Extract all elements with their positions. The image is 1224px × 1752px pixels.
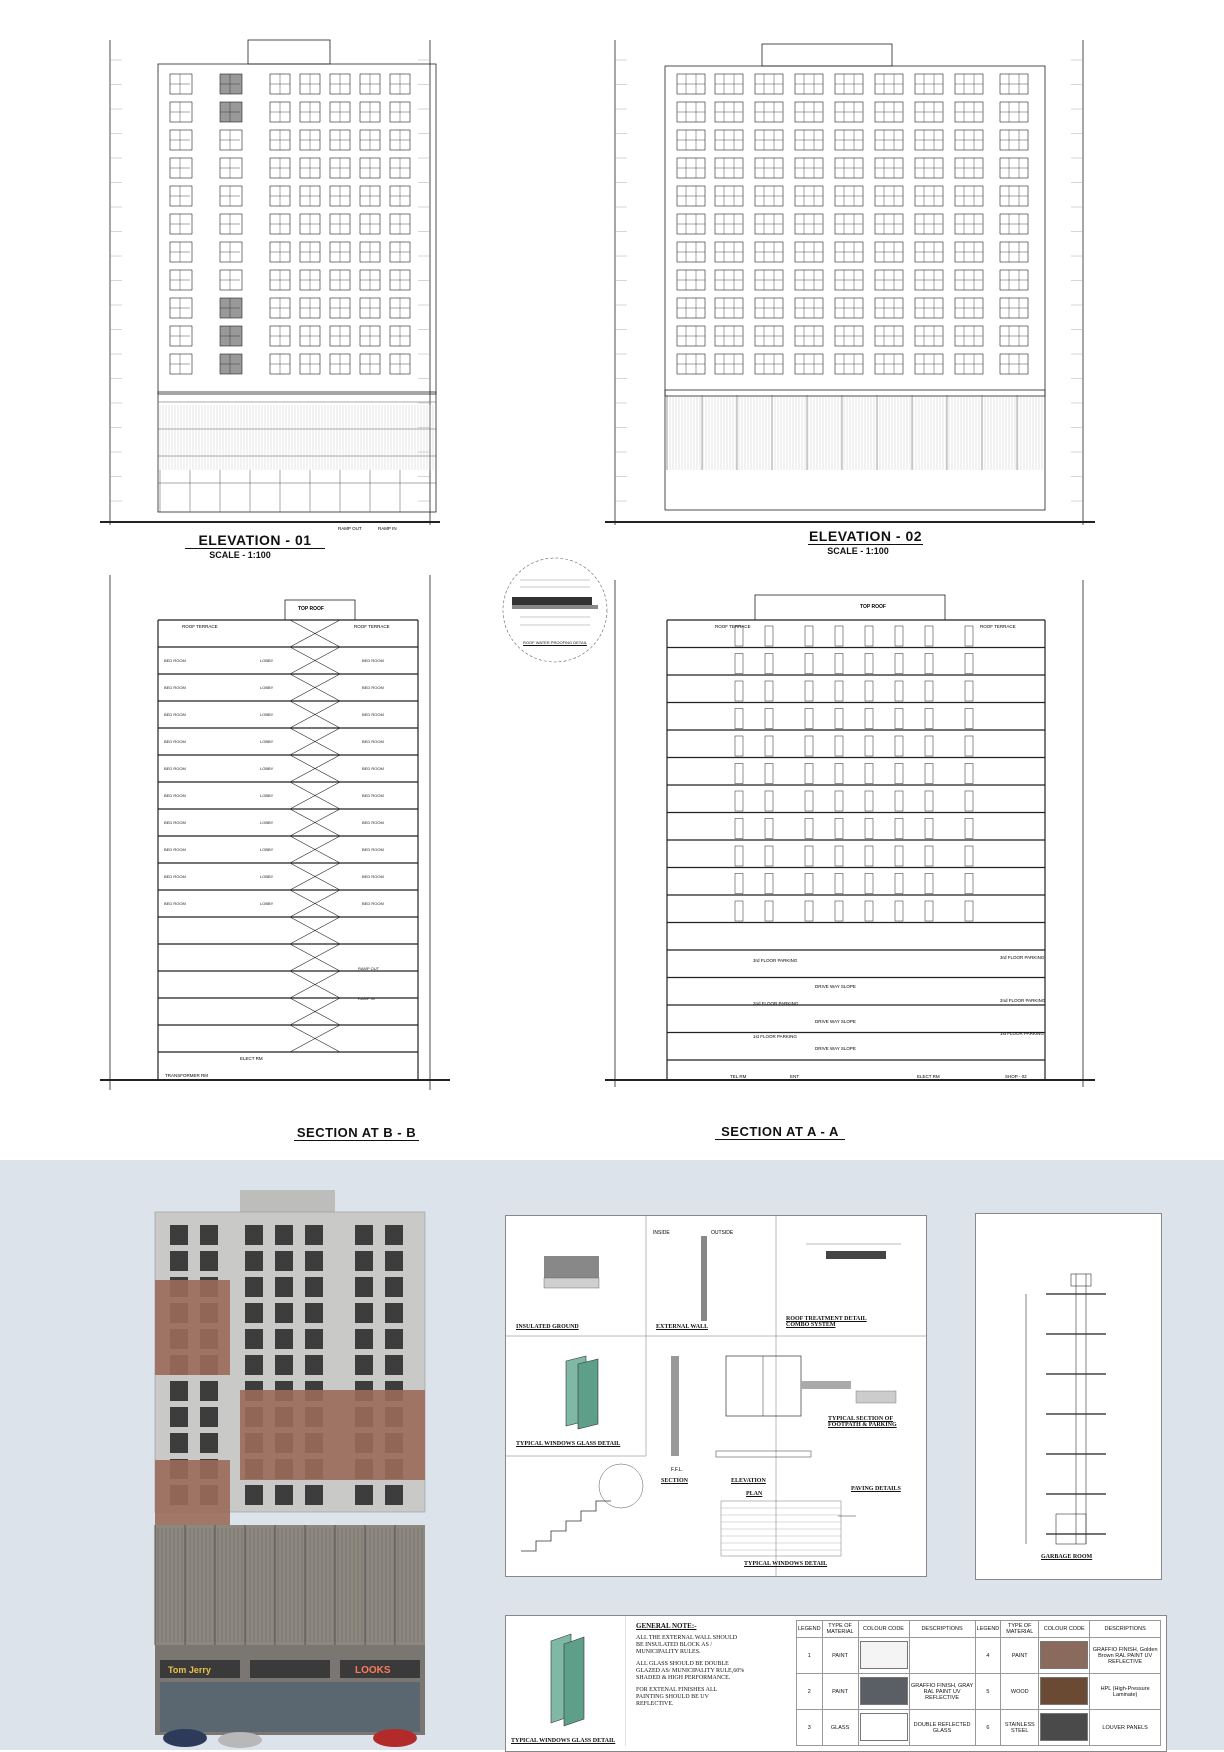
notes-legend-card	[505, 1615, 1167, 1752]
room-label: BED ROOM	[362, 712, 384, 717]
facade-rendering	[150, 1190, 430, 1750]
ramp-label: RAMP OUT	[338, 526, 362, 530]
legend-description: HPL (High-Pressure Laminate)	[1090, 1674, 1161, 1710]
legend-header: DESCRIPTIONS	[1090, 1621, 1161, 1638]
section-aa-roof-terrace-r: ROOF TERRACE	[980, 624, 1016, 629]
room-label: LOBBY	[260, 658, 274, 663]
room-label: BED ROOM	[362, 793, 384, 798]
legend-colour	[858, 1710, 909, 1746]
colour-swatch	[860, 1677, 908, 1705]
outside-label: OUTSIDE	[711, 1230, 734, 1236]
caption-plan: PLAN	[746, 1491, 763, 1497]
general-note	[636, 1622, 746, 1708]
section-aa-title: SECTION AT A - A	[715, 1124, 845, 1140]
section-aa-ground-label: ENT	[790, 1074, 799, 1079]
section-aa-floor-label: 1st FLOOR PARKING	[753, 1034, 797, 1039]
section-aa-drawing	[605, 575, 1095, 1105]
legend-colour	[858, 1674, 909, 1710]
legend-number: 2	[797, 1674, 823, 1710]
legend-row	[797, 1710, 1161, 1746]
legend-material: PAINT	[1001, 1638, 1039, 1674]
legend-description: LOUVER PANELS	[1090, 1710, 1161, 1746]
colour-swatch	[860, 1641, 908, 1669]
section-aa-top-roof: TOP ROOF	[860, 604, 886, 610]
section-bb-ground-label: TRANSFORMER RM	[165, 1073, 208, 1078]
section-aa-driveway: DRIVE WAY SLOPE	[815, 1019, 856, 1024]
room-label: BED ROOM	[362, 766, 384, 771]
elevation-01-drawing	[100, 30, 440, 530]
legend-number: 1	[797, 1638, 823, 1674]
legend-material: PAINT	[822, 1638, 858, 1674]
caption-windows-glass-2: TYPICAL WINDOWS GLASS DETAIL	[511, 1738, 616, 1744]
legend-material: PAINT	[822, 1674, 858, 1710]
construction-details-card	[505, 1215, 927, 1577]
room-label: BED ROOM	[164, 901, 186, 906]
caption-garbage-room: GARBAGE ROOM	[1041, 1554, 1093, 1560]
section-aa-roof-terrace: ROOF TERRACE	[715, 624, 751, 629]
legend-material: GLASS	[822, 1710, 858, 1746]
inside-label: INSIDE	[653, 1230, 670, 1236]
caption-elevation: ELEVATION	[731, 1478, 766, 1484]
legend-header: DESCRIPTIONS	[909, 1621, 975, 1638]
section-bb-top-roof: TOP ROOF	[298, 606, 324, 612]
ramp-label: RAMP IN	[378, 526, 397, 530]
windows-glass-detail-2	[506, 1616, 626, 1746]
section-aa-floor-label: 3rd FLOOR PARKING	[753, 958, 798, 963]
general-note-item: FOR EXTENAL FINISHES ALL PAINTING SHOULD BE UV REFLECTIVE.	[636, 1687, 718, 1707]
room-label: BED ROOM	[164, 874, 186, 879]
legend-row	[797, 1674, 1161, 1710]
room-label: BED ROOM	[362, 658, 384, 663]
rendering-panel	[0, 1160, 1224, 1750]
shop-sign-3: LOOKS	[355, 1665, 391, 1676]
legend-colour	[1039, 1710, 1090, 1746]
room-label: BED ROOM	[362, 739, 384, 744]
legend-row	[797, 1638, 1161, 1674]
legend-material: WOOD	[1001, 1674, 1039, 1710]
room-label: BED ROOM	[362, 685, 384, 690]
elevation-02-drawing	[605, 30, 1095, 530]
room-label: LOBBY	[260, 820, 274, 825]
legend-header: COLOUR CODE	[1039, 1621, 1090, 1638]
roof-waterproofing-detail	[500, 555, 610, 665]
section-aa-floor-label: 1st FLOOR PARKING	[1000, 1031, 1044, 1036]
section-bb-ground-label: ELECT RM	[240, 1056, 263, 1061]
caption-windows-detail: TYPICAL WINDOWS DETAIL	[744, 1561, 828, 1567]
section-aa-floor-label: 2nd FLOOR PARKING	[753, 1001, 799, 1006]
section-aa-floor-label: 2nd FLOOR PARKING	[1000, 998, 1046, 1003]
garbage-room-card	[975, 1213, 1162, 1580]
room-label: LOBBY	[260, 847, 274, 852]
general-note-item: ALL GLASS SHOULD BE DOUBLE GLAZED AS/ MUNICIPALITY RULE,60% SHADED & HIGH PERFORMANCE.	[636, 1661, 745, 1681]
caption-windows-glass: TYPICAL WINDOWS GLASS DETAIL	[516, 1441, 621, 1447]
elevation-01-scale: SCALE - 1:100	[209, 550, 271, 560]
legend-colour	[1039, 1674, 1090, 1710]
section-aa-driveway: DRIVE WAY SLOPE	[815, 984, 856, 989]
room-label: BED ROOM	[362, 847, 384, 852]
colour-swatch	[1040, 1713, 1088, 1741]
legend-header: TYPE OF MATERIAL	[822, 1621, 858, 1638]
room-label: BED ROOM	[362, 901, 384, 906]
section-bb-drawing	[100, 570, 450, 1110]
legend-number: 4	[975, 1638, 1001, 1674]
legend-header: TYPE OF MATERIAL	[1001, 1621, 1039, 1638]
legend-table-wrap	[796, 1620, 1161, 1746]
legend-number: 6	[975, 1710, 1001, 1746]
caption-section: SECTION	[661, 1478, 689, 1484]
section-bb-roof-terrace-r: ROOF TERRACE	[354, 624, 390, 629]
room-label: LOBBY	[260, 874, 274, 879]
elevation-02-scale: SCALE - 1:100	[827, 546, 889, 556]
elevation-02-title: ELEVATION - 02	[808, 528, 923, 544]
room-label: BED ROOM	[164, 766, 186, 771]
legend-header: LEGEND	[975, 1621, 1001, 1638]
room-label: LOBBY	[260, 766, 274, 771]
room-label: BED ROOM	[362, 874, 384, 879]
room-label: LOBBY	[260, 712, 274, 717]
room-label: LOBBY	[260, 901, 274, 906]
legend-number: 5	[975, 1674, 1001, 1710]
room-label: BED ROOM	[164, 793, 186, 798]
room-label: LOBBY	[260, 793, 274, 798]
room-label: BED ROOM	[164, 739, 186, 744]
general-note-item: ALL THE EXTERNAL WALL SHOULD BE INSULATED BLOCK AS / MUNICIPALITY RULES.	[636, 1635, 738, 1655]
legend-description	[909, 1638, 975, 1674]
legend-header-row	[797, 1621, 1161, 1638]
legend-header: LEGEND	[797, 1621, 823, 1638]
legend-material: STAINLESS STEEL	[1001, 1710, 1039, 1746]
section-aa-ground-label: SHOP - 02	[1005, 1074, 1027, 1079]
room-label: BED ROOM	[164, 820, 186, 825]
general-note-title: GENERAL NOTE:-	[636, 1622, 697, 1630]
ramp-label: RAMP OUT	[358, 966, 380, 971]
legend-colour	[1039, 1638, 1090, 1674]
roof-detail-label: ROOF WATER PROOFING DETAIL	[523, 640, 587, 645]
ffl-label: F.F.L.	[671, 1467, 683, 1473]
section-aa-driveway: DRIVE WAY SLOPE	[815, 1046, 856, 1051]
section-aa-floor-label: 3rd FLOOR PARKING	[1000, 955, 1045, 960]
caption-roof-treatment: ROOF TREATMENT DETAIL COMBO SYSTEM	[786, 1316, 867, 1328]
caption-paving: PAVING DETAILS	[851, 1486, 901, 1492]
section-aa-ground-label: ELECT RM	[917, 1074, 940, 1079]
ramp-label: RAMP IN	[358, 996, 375, 1001]
caption-footpath: TYPICAL SECTION OF FOOTPATH & PARKING	[828, 1416, 897, 1428]
legend-colour	[858, 1638, 909, 1674]
legend-header: COLOUR CODE	[858, 1621, 909, 1638]
elevation-01-title: ELEVATION - 01	[185, 532, 325, 549]
room-label: LOBBY	[260, 685, 274, 690]
room-label: BED ROOM	[164, 685, 186, 690]
section-bb-roof-terrace: ROOF TERRACE	[182, 624, 218, 629]
room-label: BED ROOM	[164, 712, 186, 717]
garbage-room-drawing	[976, 1214, 1161, 1579]
colour-swatch	[860, 1713, 908, 1741]
room-label: BED ROOM	[164, 847, 186, 852]
legend-description: GRAFFIO FINISH, Golden Brown RAL PAINT UV REFLECTIVE	[1090, 1638, 1161, 1674]
section-bb-title: SECTION AT B - B	[294, 1125, 419, 1141]
details-drawing	[506, 1216, 926, 1576]
colour-swatch	[1040, 1641, 1088, 1669]
caption-external-wall: EXTERNAL WALL	[656, 1324, 709, 1330]
room-label: BED ROOM	[164, 658, 186, 663]
legend-description: DOUBLE REFLECTED GLASS	[909, 1710, 975, 1746]
legend-description: GRAFFIO FINISH, GRAY RAL PAINT UV REFLECTIVE	[909, 1674, 975, 1710]
shop-sign-1: Tom Jerry	[168, 1665, 211, 1675]
legend-number: 3	[797, 1710, 823, 1746]
room-label: BED ROOM	[362, 820, 384, 825]
caption-insulated-ground: INSULATED GROUND	[516, 1324, 579, 1330]
room-label: LOBBY	[260, 739, 274, 744]
legend-table	[796, 1620, 1161, 1746]
section-aa-ground-label: TEL RM	[730, 1074, 747, 1079]
colour-swatch	[1040, 1677, 1088, 1705]
